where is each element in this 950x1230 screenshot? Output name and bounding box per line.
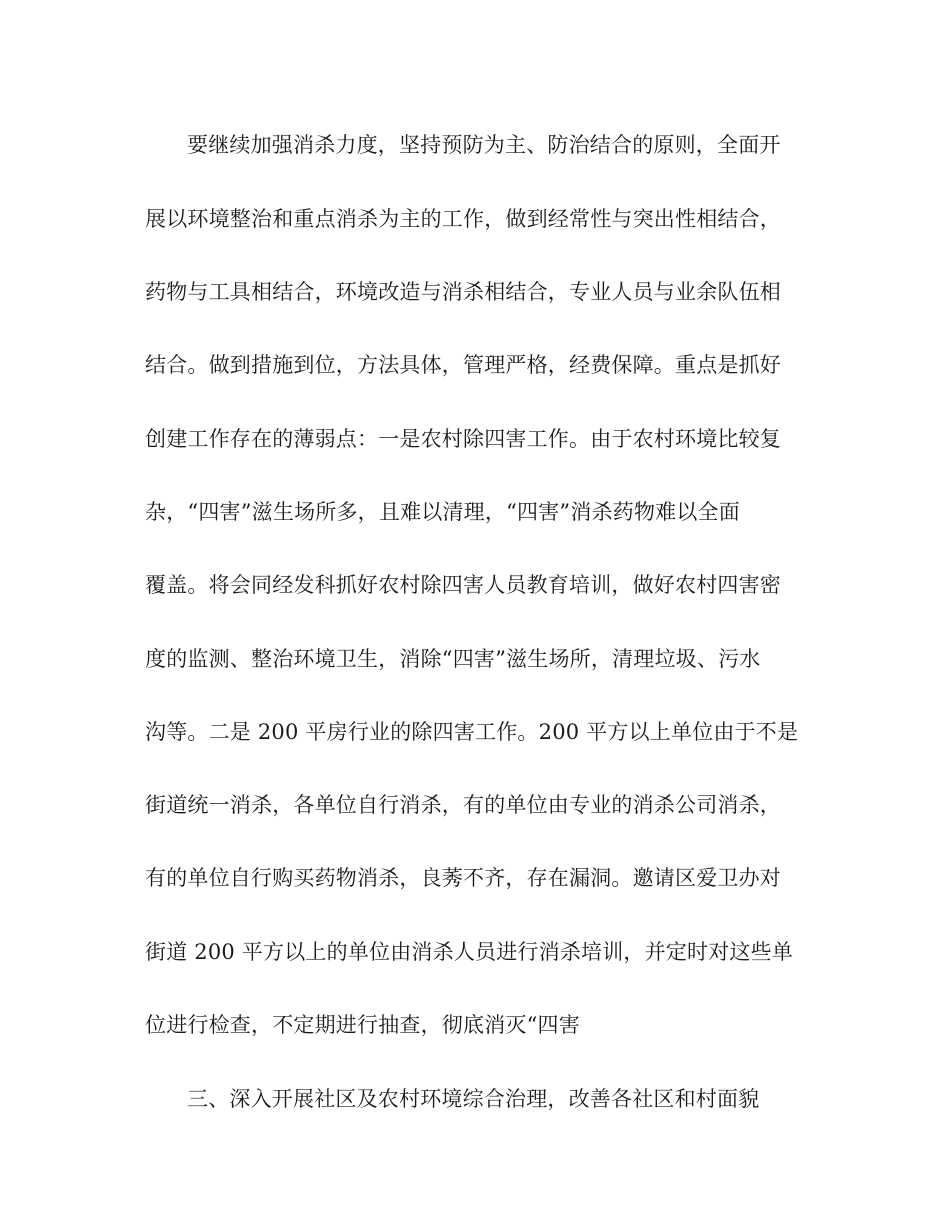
paragraph-line: 有的单位自行购买药物消杀，良莠不齐，存在漏洞。邀请区爱卫办对 [145, 866, 781, 890]
paragraph-line: 要继续加强消杀力度，坚持预防为主、防治结合的原则，全面开 [187, 133, 781, 157]
paragraph-line: 沟等。二是 200 平房行业的除四害工作。200 平方以上单位由于不是 [145, 720, 799, 744]
paragraph-line: 药物与工具相结合，环境改造与消杀相结合，专业人员与业余队伍相 [145, 280, 781, 304]
paragraph-line: 结合。做到措施到位，方法具体，管理严格，经费保障。重点是抓好 [145, 353, 781, 377]
paragraph-line: 街道 200 平方以上的单位由消杀人员进行消杀培训，并定时对这些单 [145, 940, 794, 964]
paragraph-line: 创建工作存在的薄弱点：一是农村除四害工作。由于农村环境比较复 [145, 427, 781, 451]
section-heading-line: 三、深入开展社区及农村环境综合治理，改善各社区和村面貌 [187, 1087, 760, 1111]
paragraph-line: 展以环境整治和重点消杀为主的工作，做到经常性与突出性相结合， [145, 207, 781, 231]
paragraph-line: 覆盖。将会同经发科抓好农村除四害人员教育培训，做好农村四害密 [145, 573, 781, 597]
paragraph-line: 度的监测、整治环境卫生，消除“四害”滋生场所，清理垃圾、污水 [145, 647, 761, 671]
paragraph-line: 街道统一消杀，各单位自行消杀，有的单位由专业的消杀公司消杀， [145, 793, 781, 817]
paragraph-line: 位进行检查，不定期进行抽查，彻底消灭“四害 [145, 1013, 580, 1037]
paragraph-line: 杂，“四害”滋生场所多，且难以清理，“四害”消杀药物难以全面 [145, 500, 740, 524]
